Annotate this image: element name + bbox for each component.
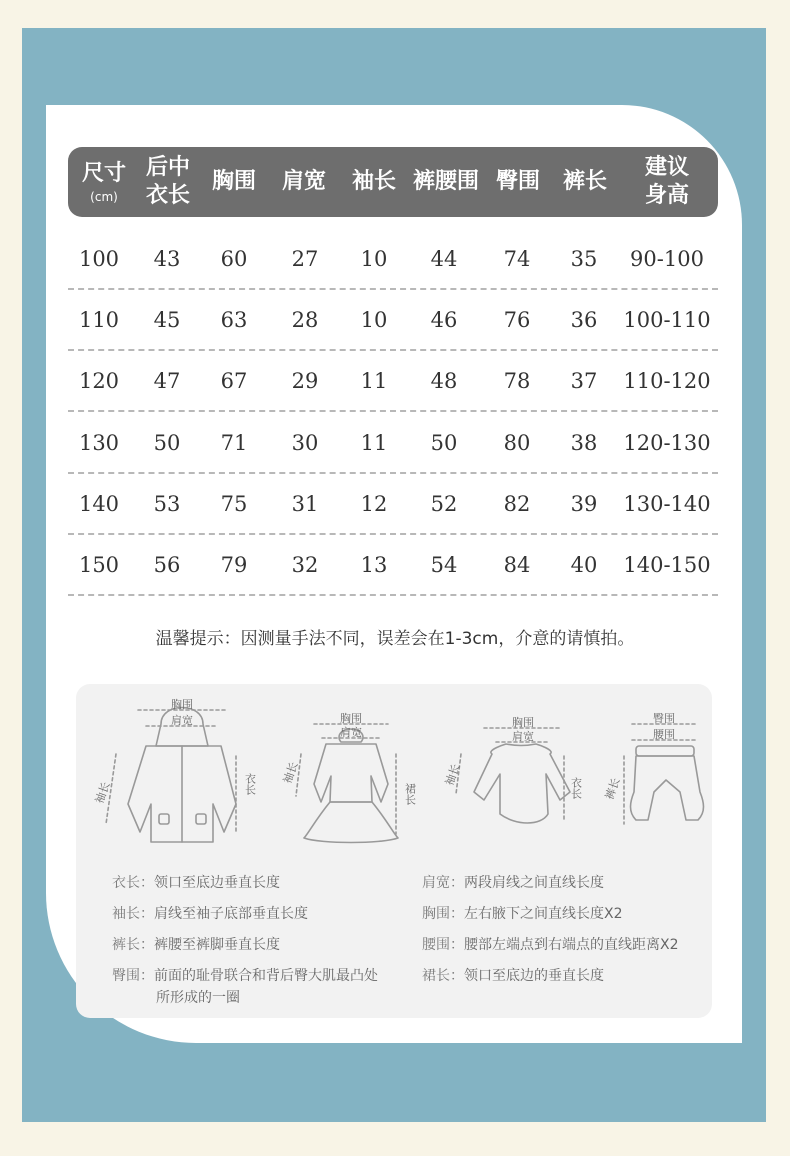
definition-text: 领口至底边的垂直长度 [464,968,604,984]
table-cell: 79 [220,553,248,577]
definition-item [422,903,708,925]
table-cell: 27 [291,247,319,271]
table-cell: 100 [78,247,120,271]
definition-text: 腰部左端点到右端点的直线距离X2 [464,937,679,953]
table-cell: 39 [570,491,598,516]
table-cell: 140-150 [623,553,711,577]
table-row [68,230,718,291]
table-cell: 90-100 [630,247,704,271]
table-cell: 28 [291,308,319,333]
header-pants-length: 裤长 [562,169,607,194]
table-cell: 130 [78,430,120,455]
definition-key: 袖长： [112,906,154,922]
table-cell: 46 [430,308,458,333]
row-divider [68,288,718,290]
definition-item [422,934,708,956]
definition-text-continued: 所形成的一圈 [156,990,240,1006]
measurement-guide-panel [76,684,712,1018]
definition-key: 衣长： [112,875,154,891]
table-cell: 30 [291,430,319,455]
definition-text: 裤腰至裤脚垂直长度 [154,937,280,953]
table-cell: 75 [220,491,248,516]
definition-key: 裙长： [422,968,464,984]
definition-text: 肩线至袖子底部垂直长度 [154,906,308,922]
header-back-length: 后中 衣长 [145,155,190,208]
pants-label-hip: 臀围 [653,712,675,725]
definition-item [112,903,412,925]
definition-text: 左右腋下之间直线长度X2 [464,906,623,922]
table-row [68,352,718,413]
pants-label-length: 裤长 [602,776,623,802]
romper-label-chest: 胸围 [512,716,534,729]
jacket-label-shoulder: 肩宽 [171,714,193,727]
table-cell: 60 [220,247,248,271]
definition-text: 前面的耻骨联合和背后臀大肌最凸处 [154,968,378,984]
romper-label-shoulder: 肩宽 [512,730,534,743]
table-cell: 37 [570,369,598,394]
definitions-left [112,872,412,1009]
table-header [68,147,718,217]
table-cell: 63 [220,308,248,333]
table-cell: 78 [503,369,531,394]
header-size-label: 尺寸 [81,161,126,186]
definition-key: 腰围： [422,937,464,953]
table-row [68,475,718,536]
garment-illustrations [76,684,712,854]
romper-label-length: 衣长 [569,777,583,799]
table-cell: 12 [360,491,388,516]
table-cell: 76 [503,308,531,333]
dress-illustration [296,724,398,843]
jacket-label-sleeve: 袖长 [92,780,113,806]
definition-text: 领口至底边垂直长度 [154,875,280,891]
table-cell: 110-120 [623,369,711,394]
table-cell: 54 [430,553,458,577]
dress-label-chest: 胸围 [340,712,362,725]
table-cell: 45 [153,308,181,333]
header-size-unit: (cm) [90,190,118,204]
table-cell: 120 [78,369,120,394]
row-divider [68,472,718,474]
header-chest: 胸围 [211,169,256,194]
table-cell: 71 [220,430,248,455]
jacket-label-chest: 胸围 [171,698,193,711]
table-cell: 31 [291,491,319,516]
table-cell: 120-130 [623,430,711,455]
table-cell: 52 [430,491,458,516]
table-cell: 13 [360,553,388,577]
dress-label-shoulder: 肩宽 [340,726,362,739]
table-cell: 47 [153,369,181,394]
table-row [68,536,718,597]
definitions-right [422,872,708,987]
table-cell: 80 [503,430,531,455]
table-cell: 110 [78,308,120,333]
table-cell: 53 [153,491,181,516]
table-cell: 38 [570,430,598,455]
header-hip: 臀围 [495,169,540,194]
table-cell: 56 [153,553,181,577]
definition-item [112,965,412,1009]
row-divider [68,533,718,535]
jacket-label-length: 衣长 [243,773,257,795]
table-cell: 48 [430,369,458,394]
table-cell: 11 [360,430,388,455]
jacket-illustration [106,708,236,843]
definition-item [422,872,708,894]
table-cell: 36 [570,308,598,333]
definition-key: 肩宽： [422,875,464,891]
table-cell: 100-110 [623,308,711,333]
pants-label-waist: 腰围 [653,728,675,741]
table-cell: 32 [291,553,319,577]
table-cell: 29 [291,369,319,394]
row-divider [68,410,718,412]
definition-text: 两段肩线之间直线长度 [464,875,604,891]
definition-key: 裤长： [112,937,154,953]
definition-key: 胸围： [422,906,464,922]
definition-key: 臀围： [112,968,154,984]
table-cell: 130-140 [623,491,711,516]
table-cell: 50 [430,430,458,455]
table-cell: 150 [78,553,120,577]
row-divider [68,349,718,351]
table-cell: 82 [503,491,531,516]
table-cell: 40 [570,553,598,577]
table-cell: 44 [430,247,458,271]
table-cell: 50 [153,430,181,455]
table-cell: 74 [503,247,531,271]
dress-label-skirt-length: 裙长 [403,783,417,805]
table-row [68,414,718,475]
header-shoulder: 肩宽 [281,169,326,194]
header-size [76,147,132,217]
definition-item [422,965,708,987]
table-cell: 43 [153,247,181,271]
romper-label-sleeve: 袖长 [442,762,463,788]
dress-label-sleeve: 袖长 [280,760,301,786]
header-height: 建议 身高 [644,155,689,208]
definition-item [112,934,412,956]
table-cell: 35 [570,247,598,271]
row-divider [68,594,718,596]
table-cell: 140 [78,491,120,516]
table-cell: 10 [360,247,388,271]
header-waist: 裤腰围 [412,169,479,194]
table-cell: 67 [220,369,248,394]
measurement-notice: 温馨提示：因测量手法不同，误差会在1-3cm，介意的请慎拍。 [155,629,635,649]
definition-item [112,872,412,894]
table-cell: 10 [360,308,388,333]
table-cell: 84 [503,553,531,577]
table-cell: 11 [360,369,388,394]
header-sleeve: 袖长 [351,169,396,194]
table-row [68,291,718,352]
